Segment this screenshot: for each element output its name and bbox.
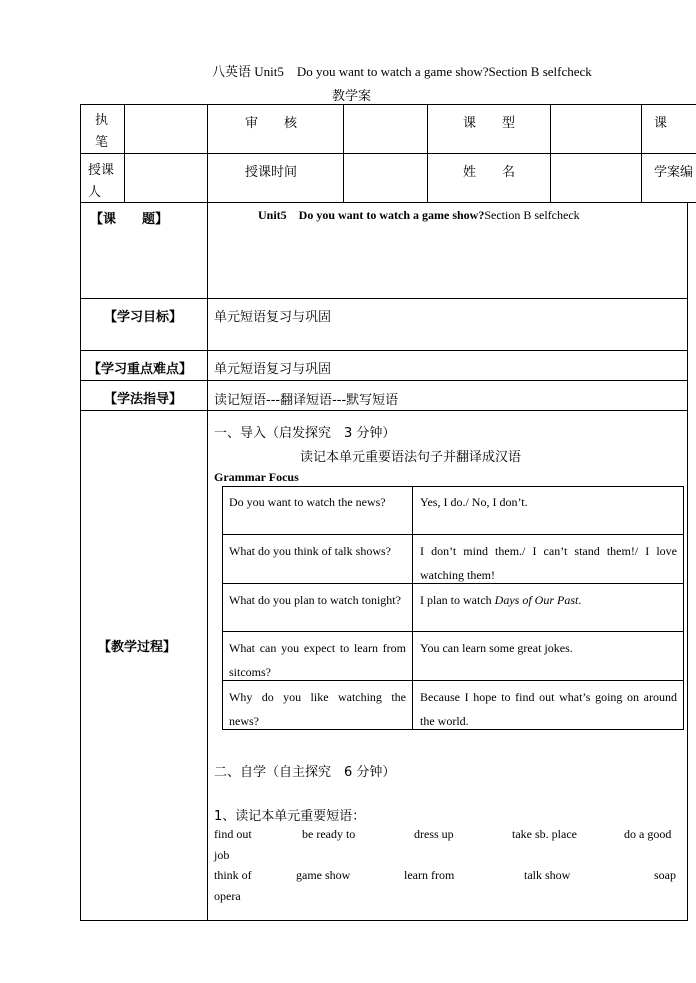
time-label: 授课时间 bbox=[245, 165, 298, 180]
name-label: 姓 名 bbox=[463, 165, 516, 180]
gf-question-1: Do you want to watch the news? bbox=[229, 495, 386, 509]
phrase-item: soap bbox=[654, 868, 676, 882]
method-label: 【学法指导】 bbox=[104, 392, 183, 407]
key-label: 【学习重点难点】 bbox=[88, 362, 193, 377]
gf-answer-2: I don’t mind them./ I can’t stand them!/ I love watching them! bbox=[420, 544, 677, 582]
gf-question-2: What do you think of talk shows? bbox=[229, 544, 391, 558]
gf-answer-4: You can learn some great jokes. bbox=[420, 641, 573, 655]
gf-question-3: What do you plan to watch tonight? bbox=[229, 593, 401, 607]
phrase-item: find out bbox=[214, 827, 252, 841]
document-title: 八英语 Unit5 Do you want to watch a game show?Section B selfcheck bbox=[212, 64, 592, 79]
ke-label: 课 bbox=[654, 116, 668, 131]
gf-question-5: Why do you like watching the news? bbox=[229, 690, 406, 728]
method-text: 读记短语---翻译短语---默写短语 bbox=[214, 393, 399, 408]
phrase-item: talk show bbox=[524, 868, 571, 882]
phrases-title: 1、读记本单元重要短语： bbox=[214, 809, 366, 824]
self-study-heading: 二、自学（自主探究 6 分钟） bbox=[214, 765, 396, 780]
phrase-item: take sb. place bbox=[512, 827, 577, 841]
phrase-item: be ready to bbox=[302, 827, 356, 841]
phrase-item-wrap: job bbox=[214, 848, 230, 862]
shenhe-label: 审 核 bbox=[245, 116, 298, 131]
goal-label: 【学习目标】 bbox=[104, 310, 183, 325]
topic-label: 【课 题】 bbox=[90, 212, 169, 227]
intro-heading: 一、导入（启发探究 3 分钟） bbox=[214, 426, 396, 441]
gf-answer-3: I plan to watch Days of Our Past. bbox=[420, 593, 582, 607]
kexing-label: 课 型 bbox=[463, 116, 516, 131]
document-subtitle: 教学案 bbox=[332, 88, 372, 103]
shouke-label: 授课人 bbox=[88, 163, 115, 200]
intro-subtitle: 读记本单元重要语法句子并翻译成汉语 bbox=[300, 450, 522, 465]
topic-text: Unit5 Do you want to watch a game show?Section B selfcheck bbox=[258, 208, 580, 222]
zhibi-label: 执笔 bbox=[95, 113, 109, 150]
gf-answer-5: Because I hope to find out what’s going on around the world. bbox=[420, 690, 677, 728]
key-text: 单元短语复习与巩固 bbox=[214, 362, 332, 377]
phrase-item: game show bbox=[296, 868, 351, 882]
gf-question-4: What can you expect to learn from sitcoms? bbox=[229, 641, 406, 679]
phrase-item: do a good bbox=[624, 827, 672, 841]
gf-answer-1: Yes, I do./ No, I don’t. bbox=[420, 495, 528, 509]
phrase-item: think of bbox=[214, 868, 252, 882]
xuean-label: 学案编 bbox=[654, 165, 694, 180]
process-label: 【教学过程】 bbox=[98, 640, 177, 655]
grammar-focus-title: Grammar Focus bbox=[214, 470, 299, 484]
phrase-item: dress up bbox=[414, 827, 454, 841]
phrase-item-wrap: opera bbox=[214, 889, 241, 903]
phrase-item: learn from bbox=[404, 868, 455, 882]
goal-text: 单元短语复习与巩固 bbox=[214, 310, 332, 325]
